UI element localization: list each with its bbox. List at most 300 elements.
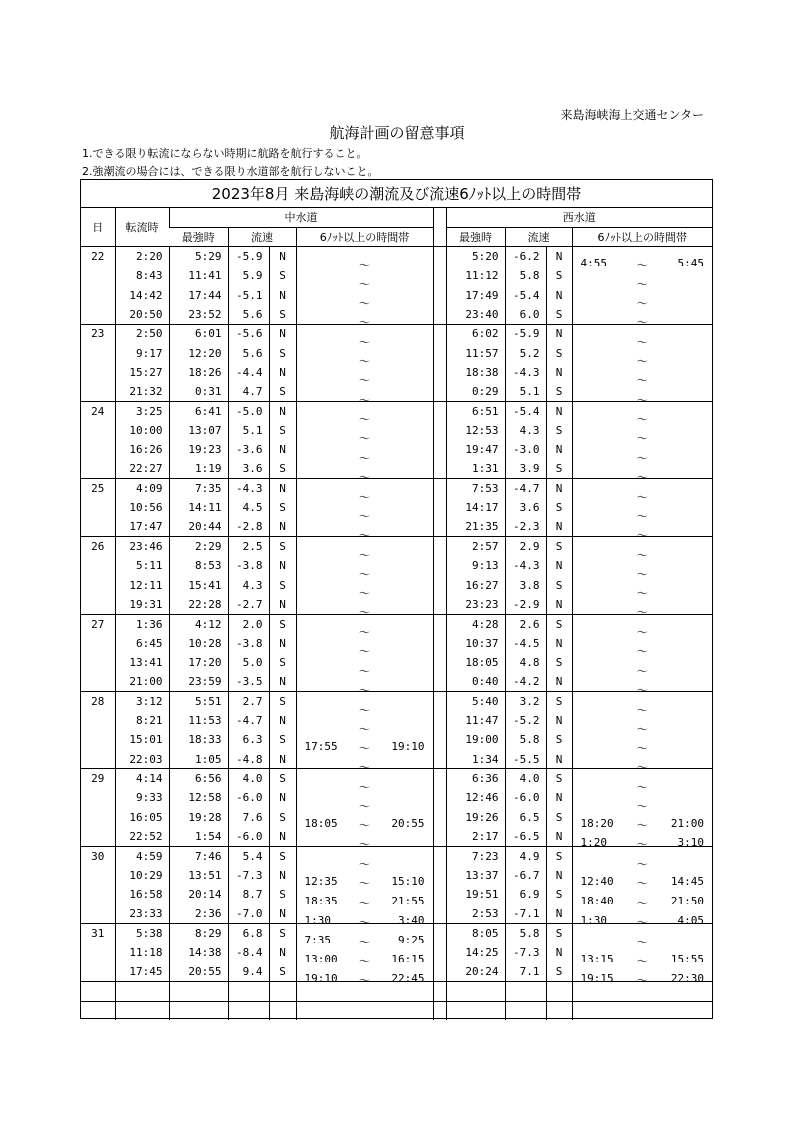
table-row [81,711,712,730]
direction-naka: S [269,305,296,324]
day-cell [81,672,115,691]
table-title: 2023年8月 来島海峡の潮流及び流速6ﾉｯﾄ以上の時間帯 [81,180,712,208]
speed-nishi: 6.0 [505,305,546,324]
header-day: 日 [81,208,115,247]
range-tilde: ～ [359,587,370,595]
range-tilde: ～ [636,451,648,460]
speed-nishi: 4.8 [505,653,546,672]
table-row [81,421,712,440]
range-tilde: ～ [359,548,370,557]
speed-nishi: 5.8 [505,924,546,943]
over6-range-1 [296,634,433,653]
direction-nishi: N [546,788,572,807]
range-tilde: ～ [636,741,648,750]
direction-naka: N [269,634,296,653]
header-nishi-suido: 西水道 [446,208,712,227]
range-tilde: ～ [636,954,648,963]
direction-nishi: N [546,943,572,962]
over6-range-1 [296,672,433,691]
column-gap [433,614,446,633]
range-tilde: ～ [636,374,648,383]
over6-range-2 [572,459,712,478]
max-time-nishi: 18:05 [446,653,505,672]
range-start: 18:20 [580,817,614,827]
turn-time: 9:17 [115,343,169,362]
range-tilde: ～ [636,335,648,344]
range-tilde: ～ [359,858,370,866]
speed-nishi: -3.0 [505,440,546,459]
day-cell [81,459,115,478]
direction-naka: N [269,672,296,691]
speed-naka: 3.6 [228,459,269,478]
over6-range-2 [572,808,712,827]
max-time-nishi: 21:35 [446,518,505,537]
over6-range-1 [296,401,433,420]
column-gap [433,498,446,517]
column-gap [433,343,446,362]
turn-time: 22:03 [115,750,169,769]
table-row [81,653,712,672]
day-cell: 24 [81,401,115,420]
over6-range-2 [572,363,712,382]
range-start: 1:30 [580,913,607,924]
turn-time: 22:27 [115,459,169,478]
column-gap [433,266,446,285]
range-tilde: ～ [636,799,648,808]
direction-naka: S [269,498,296,517]
range-end: 3:10 [677,836,704,847]
max-time-nishi: 13:37 [446,866,505,885]
over6-range-1 [296,518,433,537]
over6-range-2 [572,421,712,440]
over6-range-2 [572,247,712,266]
range-end: 3:40 [398,913,425,924]
header-over6-nishi: 6ﾉｯﾄ以上の時間帯 [572,227,712,246]
column-gap [433,653,446,672]
table-row [81,576,712,595]
turn-time: 21:32 [115,382,169,401]
max-time-nishi: 5:40 [446,692,505,711]
over6-range-1 [296,808,433,827]
max-time-nishi: 23:23 [446,595,505,614]
range-tilde: ～ [636,973,648,982]
over6-range-1 [296,827,433,846]
max-time-naka: 2:29 [169,537,228,556]
over6-range-2 [572,672,712,691]
direction-naka: N [269,363,296,382]
speed-naka: -4.8 [228,750,269,769]
column-gap [433,750,446,769]
range-tilde: ～ [636,297,648,305]
day-cell [81,653,115,672]
over6-range-1 [296,846,433,865]
range-start: 18:05 [304,817,338,827]
over6-range-2 [572,556,712,575]
max-time-nishi: 18:38 [446,363,505,382]
day-cell [81,266,115,285]
over6-range-1 [296,904,433,923]
empty-row [81,1001,712,1020]
range-start: 19:15 [580,971,614,982]
max-time-nishi: 19:26 [446,808,505,827]
max-time-naka: 8:53 [169,556,228,575]
direction-naka: S [269,692,296,711]
range-tilde: ～ [636,838,648,847]
range-tilde: ～ [359,316,370,325]
speed-naka: -8.4 [228,943,269,962]
range-start: 18:35 [304,894,338,905]
range-tilde: ～ [636,683,648,692]
range-end: 19:10 [391,739,425,750]
column-gap [433,827,446,846]
range-tilde: ～ [359,509,370,518]
empty-cell [81,982,115,1001]
max-time-nishi: 11:12 [446,266,505,285]
range-tilde: ～ [636,606,648,615]
range-tilde: ～ [359,935,370,944]
max-time-naka: 11:53 [169,711,228,730]
direction-naka: S [269,653,296,672]
over6-range-2 [572,518,712,537]
max-time-nishi: 2:57 [446,537,505,556]
max-time-nishi: 1:34 [446,750,505,769]
day-cell: 31 [81,924,115,943]
column-gap [433,924,446,943]
turn-time: 5:11 [115,556,169,575]
turn-time: 8:21 [115,711,169,730]
range-tilde: ～ [636,587,648,595]
turn-time: 3:25 [115,401,169,420]
direction-naka: N [269,788,296,807]
over6-range-1 [296,750,433,769]
over6-range-1 [296,924,433,943]
max-time-nishi: 2:17 [446,827,505,846]
table-row [81,479,712,498]
day-cell: 30 [81,846,115,865]
speed-naka: -6.0 [228,827,269,846]
table-row [81,556,712,575]
range-tilde: ～ [359,683,370,692]
speed-nishi: 3.9 [505,459,546,478]
max-time-naka: 0:31 [169,382,228,401]
empty-cell [572,1001,712,1020]
header-gap [433,208,446,247]
empty-cell [433,1001,446,1020]
empty-cell [115,1001,169,1020]
max-time-naka: 22:28 [169,595,228,614]
direction-naka: S [269,266,296,285]
max-time-naka: 13:07 [169,421,228,440]
speed-naka: 2.0 [228,614,269,633]
column-gap [433,285,446,304]
turn-time: 4:59 [115,846,169,865]
day-cell: 25 [81,479,115,498]
day-cell: 27 [81,614,115,633]
speed-naka: 9.4 [228,962,269,981]
empty-cell [269,982,296,1001]
speed-nishi: -5.4 [505,285,546,304]
speed-naka: 5.6 [228,343,269,362]
speed-naka: 5.0 [228,653,269,672]
max-time-naka: 17:20 [169,653,228,672]
range-tilde: ～ [359,877,370,886]
column-gap [433,421,446,440]
empty-row [81,982,712,1001]
over6-range-1 [296,556,433,575]
turn-time: 16:26 [115,440,169,459]
turn-time: 15:01 [115,730,169,749]
max-time-naka: 1:54 [169,827,228,846]
column-gap [433,479,446,498]
over6-range-1 [296,614,433,633]
direction-naka: N [269,556,296,575]
column-gap [433,247,446,266]
over6-range-2 [572,711,712,730]
speed-nishi: -4.5 [505,634,546,653]
table-row [81,692,712,711]
direction-nishi: S [546,576,572,595]
empty-cell [169,982,228,1001]
max-time-nishi: 23:40 [446,305,505,324]
max-time-naka: 10:28 [169,634,228,653]
speed-nishi: 5.8 [505,266,546,285]
table-row [81,750,712,769]
column-gap [433,305,446,324]
speed-nishi: 3.6 [505,498,546,517]
day-cell [81,576,115,595]
max-time-nishi: 20:24 [446,962,505,981]
turn-time: 11:18 [115,943,169,962]
direction-nishi: N [546,324,572,343]
day-cell [81,885,115,904]
speed-naka: 5.9 [228,266,269,285]
range-tilde: ～ [636,877,648,886]
turn-time: 4:14 [115,769,169,788]
speed-naka: 5.4 [228,846,269,865]
over6-range-2 [572,614,712,633]
day-cell: 29 [81,769,115,788]
empty-cell [81,1001,115,1020]
range-end: 21:00 [670,817,704,827]
max-time-naka: 14:38 [169,943,228,962]
max-time-naka: 2:36 [169,904,228,923]
day-cell [81,518,115,537]
over6-range-1 [296,498,433,517]
column-gap [433,846,446,865]
range-tilde: ～ [636,548,648,557]
note-2: 2.強潮流の場合には、できる限り水道部を航行しないこと。 [82,165,379,178]
max-time-nishi: 5:20 [446,247,505,266]
turn-time: 10:56 [115,498,169,517]
max-time-naka: 19:28 [169,808,228,827]
max-time-naka: 23:52 [169,305,228,324]
range-end: 20:55 [391,817,425,827]
range-tilde: ～ [359,528,370,537]
range-tilde: ～ [359,645,370,653]
table-row [81,401,712,420]
direction-nishi: S [546,962,572,981]
range-start: 13:00 [304,952,338,963]
direction-nishi: N [546,556,572,575]
range-end: 9:25 [398,933,425,944]
day-cell [81,305,115,324]
turn-time: 8:43 [115,266,169,285]
note-1: 1.できる限り転流にならない時期に航路を航行すること。 [82,147,368,160]
empty-cell [433,982,446,1001]
max-time-naka: 17:44 [169,285,228,304]
speed-naka: -3.5 [228,672,269,691]
day-cell [81,382,115,401]
over6-range-1 [296,421,433,440]
direction-nishi: S [546,498,572,517]
max-time-nishi: 9:13 [446,556,505,575]
range-start: 13:15 [580,952,614,963]
max-time-nishi: 19:00 [446,730,505,749]
column-gap [433,788,446,807]
direction-naka: N [269,324,296,343]
over6-range-2 [572,576,712,595]
direction-nishi: S [546,305,572,324]
direction-nishi: N [546,247,572,266]
max-time-nishi: 8:05 [446,924,505,943]
max-time-naka: 4:12 [169,614,228,633]
speed-nishi: -5.4 [505,401,546,420]
header-over6-naka: 6ﾉｯﾄ以上の時間帯 [296,227,433,246]
over6-range-1 [296,866,433,885]
table-row [81,382,712,401]
speed-naka: -5.1 [228,285,269,304]
over6-range-2 [572,924,712,943]
range-tilde: ～ [359,413,370,421]
table-row [81,846,712,865]
speed-naka: -3.8 [228,634,269,653]
range-tilde: ～ [359,819,370,827]
direction-nishi: N [546,827,572,846]
range-tilde: ～ [636,490,648,499]
range-tilde: ～ [359,915,370,924]
empty-cell [228,1001,269,1020]
speed-naka: -7.0 [228,904,269,923]
tidal-table [81,208,712,1020]
direction-nishi: S [546,421,572,440]
over6-range-2 [572,285,712,304]
direction-naka: N [269,866,296,885]
max-time-nishi: 14:17 [446,498,505,517]
speed-nishi: -2.3 [505,518,546,537]
range-end: 15:10 [391,875,425,886]
range-tilde: ～ [636,567,648,576]
direction-naka: S [269,885,296,904]
range-start: 4:55 [580,256,607,267]
over6-range-2 [572,653,712,672]
day-cell [81,711,115,730]
speed-naka: 5.1 [228,421,269,440]
range-tilde: ～ [636,509,648,518]
over6-range-2 [572,401,712,420]
column-gap [433,324,446,343]
table-row [81,672,712,691]
column-gap [433,692,446,711]
over6-range-1 [296,576,433,595]
range-tilde: ～ [636,935,648,944]
range-tilde: ～ [359,799,370,808]
direction-naka: N [269,943,296,962]
day-cell: 22 [81,247,115,266]
max-time-nishi: 6:36 [446,769,505,788]
direction-naka: N [269,401,296,420]
direction-nishi: S [546,692,572,711]
max-time-nishi: 11:47 [446,711,505,730]
over6-range-1 [296,382,433,401]
direction-naka: S [269,459,296,478]
over6-range-2 [572,885,712,904]
turn-time: 2:20 [115,247,169,266]
direction-naka: N [269,518,296,537]
range-tilde: ～ [636,722,648,731]
max-time-nishi: 2:53 [446,904,505,923]
table-row [81,885,712,904]
range-tilde: ～ [636,277,648,286]
table-row [81,285,712,304]
day-cell: 26 [81,537,115,556]
header-max-naka: 最強時 [169,227,228,246]
range-tilde: ～ [636,645,648,653]
speed-nishi: 5.2 [505,343,546,362]
table-row [81,614,712,633]
over6-range-1 [296,595,433,614]
table-row [81,498,712,517]
direction-naka: N [269,479,296,498]
empty-cell [296,982,433,1001]
direction-naka: N [269,904,296,923]
speed-naka: 8.7 [228,885,269,904]
header-speed-nishi: 流速 [505,227,572,246]
empty-cell [546,1001,572,1020]
over6-range-1 [296,788,433,807]
turn-time: 10:00 [115,421,169,440]
range-tilde: ～ [636,413,648,421]
day-cell [81,904,115,923]
direction-naka: N [269,440,296,459]
max-time-nishi: 11:57 [446,343,505,362]
direction-nishi: N [546,440,572,459]
max-time-nishi: 16:27 [446,576,505,595]
direction-naka: N [269,595,296,614]
table-row [81,518,712,537]
over6-range-2 [572,266,712,285]
over6-range-1 [296,711,433,730]
column-gap [433,556,446,575]
speed-nishi: -2.9 [505,595,546,614]
table-row [81,266,712,285]
speed-nishi: 4.0 [505,769,546,788]
direction-naka: N [269,285,296,304]
column-gap [433,808,446,827]
table-row [81,730,712,749]
speed-nishi: -5.2 [505,711,546,730]
range-tilde: ～ [359,567,370,576]
range-tilde: ～ [359,470,370,479]
range-end: 4:05 [677,913,704,924]
max-time-nishi: 12:46 [446,788,505,807]
range-tilde: ～ [359,606,370,615]
empty-cell [546,982,572,1001]
day-cell [81,556,115,575]
over6-range-2 [572,440,712,459]
over6-range-2 [572,846,712,865]
column-gap [433,401,446,420]
table-row [81,788,712,807]
